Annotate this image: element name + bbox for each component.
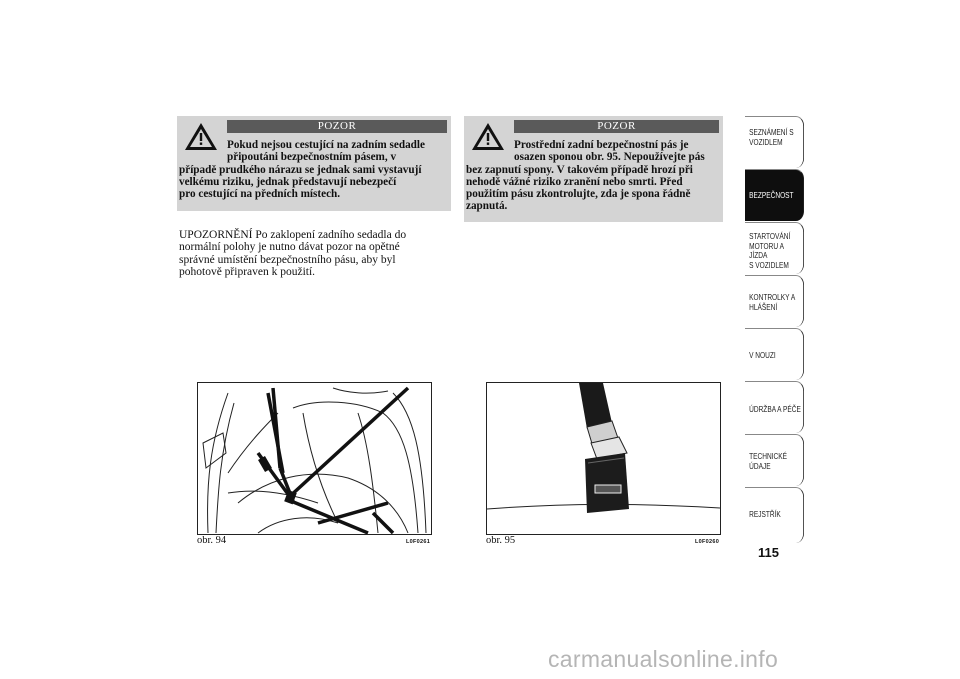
body-line: normální polohy je nutno dávat pozor na opětné — [179, 241, 400, 254]
warning-text — [179, 139, 451, 200]
warning-line: případě prudkého nárazu se jednak sami vystavují — [179, 163, 422, 176]
tab-label-line: REJSTŘÍK — [749, 510, 781, 519]
figure-95-belt-buckle — [486, 382, 721, 535]
warning-line: pro cestující na předních místech. — [179, 188, 341, 201]
tab-startovani-motoru[interactable] — [745, 222, 804, 274]
tab-label-line: HLÁŠENÍ — [749, 302, 778, 312]
figure-94-caption: obr. 94 — [197, 535, 227, 546]
warning-box-middle-belt — [464, 116, 723, 222]
warning-line: Prostřední zadní bezpečnostní pás je — [514, 139, 689, 151]
page-number: 115 — [758, 545, 779, 560]
body-line: pohotově připraven k použití. — [179, 265, 316, 278]
figure-95-caption: obr. 95 — [486, 535, 516, 546]
figure-95-code: L0F0260 — [695, 539, 720, 545]
tab-technicke-udaje[interactable] — [745, 434, 804, 486]
body-paragraph — [179, 229, 454, 278]
warning-title: POZOR — [514, 120, 719, 133]
tab-label-line: MOTORU A JÍZDA — [749, 241, 784, 260]
warning-line: připoutáni bezpečnostním pásem, v — [227, 151, 397, 164]
watermark: carmanualsonline.info — [548, 646, 779, 672]
warning-line: osazen sponou obr. 95. Nepoužívejte pás — [514, 151, 705, 164]
warning-line: velkému riziku, jednak představují nebezpečí — [179, 175, 397, 188]
tab-label-line: STARTOVÁNÍ — [749, 232, 791, 241]
tab-label-line: S VOZIDLEM — [749, 260, 789, 270]
rear-seat-illustration — [198, 383, 431, 534]
tab-label-line: V NOUZI — [749, 351, 776, 360]
tab-label-line: SEZNÁMENÍ S — [749, 128, 794, 137]
warning-line: nehodě vážné riziko zranění nebo smrti. Před — [466, 175, 683, 188]
warning-title: POZOR — [227, 120, 447, 133]
warning-box-rear-seat — [177, 116, 451, 211]
tab-kontrolky-a-hlaseni[interactable] — [745, 275, 804, 327]
body-line: správné umístění bezpečnostního pásu, aby byl — [179, 253, 396, 266]
tab-bezpecnost[interactable] — [745, 169, 804, 221]
warning-line: Pokud nejsou cestující na zadním sedadle — [227, 139, 425, 151]
warning-line: zapnutá. — [466, 200, 508, 213]
tab-seznameni-s-vozidlem[interactable] — [745, 116, 804, 168]
tab-label-line: BEZPEČNOST — [749, 191, 794, 200]
warning-line: použitím pásu zkontrolujte, zda je spona řádně — [466, 188, 691, 201]
figure-94-code: L0F0261 — [406, 539, 431, 545]
tab-label-line: TECHNICKÉ — [749, 452, 788, 461]
tab-label-line: ÚDRŽBA A PÉČE — [749, 405, 801, 414]
warning-text — [466, 139, 723, 213]
tab-label-line: VOZIDLEM — [749, 137, 783, 147]
tab-rejstrik[interactable] — [745, 487, 804, 543]
buckle-illustration — [487, 383, 720, 534]
warning-line: bez zapnutí spony. V takovém případě hrozí při — [466, 163, 693, 176]
tab-v-nouzi[interactable] — [745, 328, 804, 380]
tab-label-line: ÚDAJE — [749, 461, 771, 471]
body-line: UPOZORNĚNÍ Po zaklopení zadního sedadla do — [179, 229, 407, 241]
figure-94-rear-seat-belts — [197, 382, 432, 535]
tab-label-line: KONTROLKY A — [749, 293, 796, 302]
tab-udrzba-a-pece[interactable] — [745, 381, 804, 433]
